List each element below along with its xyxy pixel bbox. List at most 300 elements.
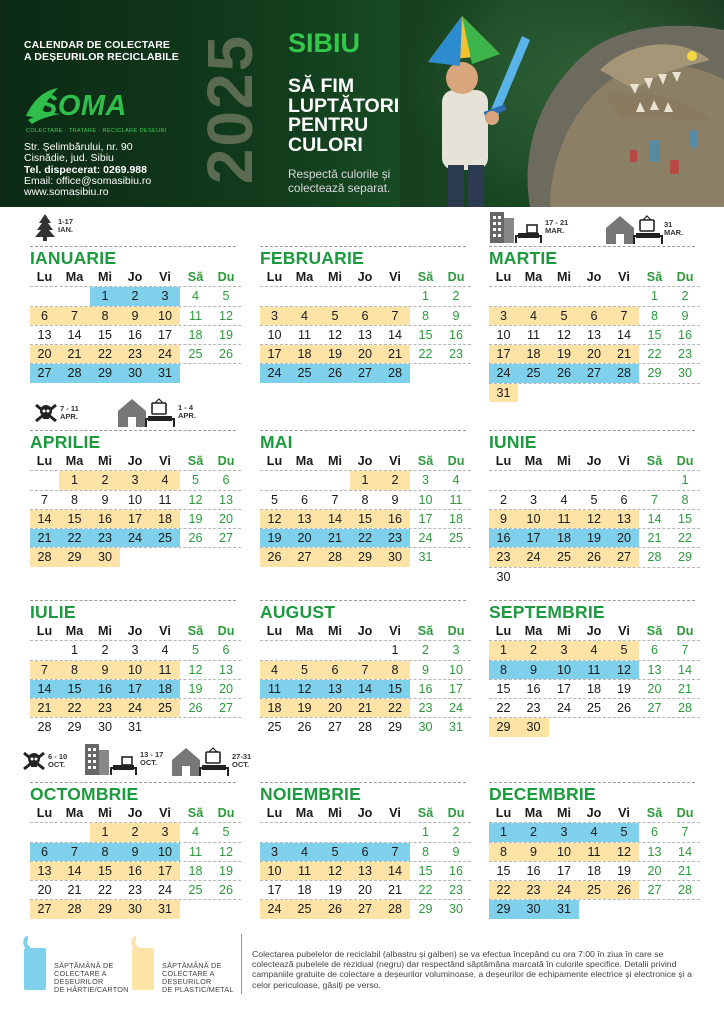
day-cell: 26 [260,548,289,566]
day-cell: 7 [59,843,90,861]
day-cell: 22 [90,345,120,363]
day-grid [30,452,236,567]
empty-cell [180,364,211,382]
empty-cell [609,287,639,305]
empty-cell [609,471,639,489]
weekday-header: Ma [65,624,84,638]
day-cell: 26 [218,883,233,898]
day-cell: 11 [188,308,203,323]
day-cell: 2 [518,823,549,841]
day-cell: 24 [549,881,579,899]
day-cell: 25 [289,900,320,918]
day-cell: 25 [586,701,601,716]
day-cell: 26 [188,701,203,716]
day-cell: 5 [270,492,278,507]
day-cell: 4 [560,492,568,507]
day-cell: 17 [120,680,150,698]
day-cell: 16 [448,863,463,878]
empty-cell [410,364,441,382]
empty-cell [320,287,350,305]
weekday-header: Mi [98,270,112,284]
day-cell: 7 [331,492,339,507]
weekday-header: Lu [495,806,512,820]
day-cell: 10 [150,307,180,325]
electronics-october-marker: 27-31 OCT. [170,746,251,776]
weekday-header: Lu [266,806,283,820]
day-cell: 9 [452,308,460,323]
weekday-header: Vi [159,624,171,638]
day-cell: 19 [260,529,289,547]
day-cell: 19 [616,863,631,878]
weekday-header: Vi [389,270,401,284]
day-cell: 16 [526,681,541,696]
weekday-header: Vi [389,624,401,638]
weekday-header: Jo [357,270,373,284]
day-cell: 4 [289,307,320,325]
month-august [260,602,466,737]
empty-cell [260,471,289,489]
empty-cell [609,718,639,736]
empty-cell [59,287,90,305]
apartment-bulky-waste-icon [489,210,543,244]
calendar-title: CALENDAR DE COLECTARE A DEȘEURILOR RECICLABILE [24,39,179,63]
day-cell: 16 [380,510,410,528]
day-cell: 17 [150,862,180,880]
day-cell: 19 [188,681,203,696]
empty-cell [211,548,241,566]
day-cell: 3 [421,473,429,488]
day-cell: 21 [59,345,90,363]
month-aprilie [30,432,236,567]
day-cell: 11 [579,843,609,861]
day-cell: 13 [218,662,233,677]
day-cell: 31 [448,720,463,735]
day-cell: 28 [30,548,59,566]
day-cell: 3 [131,643,139,658]
day-cell: 13 [609,510,639,528]
empty-cell [639,384,670,402]
day-cell: 2 [421,643,429,658]
weekday-header: Mi [328,270,342,284]
day-cell: 29 [59,548,90,566]
day-cell: 27 [350,900,380,918]
day-grid [30,622,236,737]
empty-cell [30,823,59,841]
weekday-header: Să [646,454,663,468]
weekday-header: Ma [65,806,84,820]
day-cell: 5 [549,307,579,325]
day-cell: 16 [120,862,150,880]
day-cell: 20 [609,529,639,547]
empty-cell [549,384,579,402]
day-cell: 24 [260,364,289,382]
day-cell: 22 [350,529,380,547]
day-cell: 27 [30,900,59,918]
day-cell: 28 [357,720,372,735]
empty-cell [670,718,700,736]
weekday-header: Să [646,806,663,820]
day-grid [30,804,236,919]
day-cell: 14 [350,680,380,698]
empty-cell [289,641,320,659]
day-cell: 15 [418,863,433,878]
day-cell: 13 [289,510,320,528]
day-cell: 14 [30,510,59,528]
weekday-header: Mi [557,270,571,284]
day-cell: 7 [650,492,658,507]
slogan-subtitle: Respectă culorile și colectează separat. [288,167,391,195]
day-cell: 16 [526,863,541,878]
day-cell: 28 [59,900,90,918]
day-cell: 9 [101,492,109,507]
day-cell: 16 [127,327,142,342]
header-banner [0,0,724,207]
website: www.somasibiu.ro [24,186,109,199]
day-cell: 21 [30,529,59,547]
day-cell: 11 [297,327,312,342]
empty-cell [639,900,670,918]
day-cell: 8 [90,843,120,861]
day-grid [489,622,695,737]
weekday-header: Du [447,454,465,468]
day-cell: 3 [150,823,180,841]
day-cell: 24 [556,701,571,716]
empty-cell [489,287,518,305]
house-electronics-icon [170,746,230,776]
weekday-header: Să [187,270,204,284]
day-cell: 2 [90,471,120,489]
legend-paper: SĂPTĂMÂNĂ DE COLECTARE A DEȘEURILOR DE HÂRTIE/CARTON [22,936,129,994]
day-cell: 24 [120,699,150,717]
day-cell: 19 [218,863,233,878]
empty-cell [289,287,320,305]
day-cell: 13 [350,862,380,880]
day-cell: 20 [579,345,609,363]
day-cell: 21 [320,529,350,547]
day-cell: 9 [489,510,518,528]
weekday-header: Jo [127,454,143,468]
day-cell: 9 [120,307,150,325]
day-cell: 31 [418,550,433,565]
day-cell: 17 [267,883,282,898]
month-iulie [30,602,236,737]
day-cell: 18 [150,680,180,698]
empty-cell [549,568,579,586]
day-cell: 20 [37,883,52,898]
day-cell: 1 [90,287,120,305]
christmas-tree-icon [34,213,56,241]
weekday-header: Ma [295,454,314,468]
day-cell: 11 [579,661,609,679]
email: Email: office@somasibiu.ro [24,174,152,187]
day-cell: 5 [289,661,320,679]
day-cell: 27 [218,701,233,716]
month-name: IUNIE [489,432,695,452]
day-cell: 10 [150,843,180,861]
day-cell: 5 [609,823,639,841]
weekday-header: Lu [495,454,512,468]
day-cell: 5 [222,825,230,840]
day-cell: 26 [297,720,312,735]
weekday-header: Du [447,270,465,284]
weekday-header: Du [447,624,465,638]
day-cell: 12 [556,327,571,342]
day-cell: 24 [260,900,289,918]
day-cell: 2 [380,471,410,489]
weekday-header: Vi [159,454,171,468]
day-cell: 4 [161,643,169,658]
day-cell: 5 [320,307,350,325]
day-cell: 27 [218,531,233,546]
empty-cell [579,900,609,918]
weekday-header: Vi [618,806,630,820]
day-cell: 14 [320,510,350,528]
weekday-header: Mi [98,454,112,468]
month-februarie [260,248,466,383]
day-cell: 30 [120,900,150,918]
day-cell: 31 [549,900,579,918]
day-cell: 28 [59,364,90,382]
day-cell: 3 [260,307,289,325]
day-cell: 8 [380,661,410,679]
day-cell: 20 [647,681,662,696]
day-cell: 25 [518,364,549,382]
day-cell: 7 [350,661,380,679]
day-cell: 30 [496,569,511,584]
day-grid [260,268,466,383]
day-cell: 30 [120,364,150,382]
recycling-monster-illustration [400,0,724,207]
day-cell: 22 [496,701,511,716]
weekday-header: Ma [524,624,543,638]
day-cell: 20 [30,345,59,363]
empty-cell [289,823,320,841]
day-cell: 15 [97,327,112,342]
empty-cell [579,718,609,736]
footer-divider [241,934,242,994]
month-name: FEBRUARIE [260,248,466,268]
day-grid [489,452,695,586]
day-cell: 6 [620,492,628,507]
day-cell: 10 [549,843,579,861]
day-cell: 3 [549,823,579,841]
day-cell: 30 [90,548,120,566]
weekday-header: Vi [389,454,401,468]
day-cell: 17 [556,681,571,696]
day-grid [260,804,466,919]
empty-cell [639,471,670,489]
weekday-header: Mi [328,454,342,468]
day-cell: 7 [681,643,689,658]
day-cell: 16 [489,529,518,547]
day-cell: 28 [677,883,692,898]
bulky-waste-march-marker: 17 - 21 MAR. [489,210,568,244]
city-line: Cisnădie, jud. Sibiu [24,152,114,165]
empty-cell [380,823,410,841]
day-cell: 18 [518,345,549,363]
weekday-header: Du [217,270,235,284]
weekday-header: Lu [266,454,283,468]
day-cell: 10 [418,492,433,507]
day-cell: 20 [289,529,320,547]
day-cell: 20 [647,863,662,878]
empty-cell [489,471,518,489]
day-cell: 23 [677,347,692,362]
day-cell: 22 [97,883,112,898]
day-cell: 29 [489,718,518,736]
weekday-header: Du [217,624,235,638]
day-cell: 17 [418,511,433,526]
day-cell: 2 [518,641,549,659]
day-cell: 15 [418,327,433,342]
day-cell: 14 [380,862,410,880]
weekday-header: Lu [36,454,53,468]
day-cell: 23 [448,883,463,898]
day-cell: 4 [579,823,609,841]
empty-cell [579,471,609,489]
day-cell: 7 [380,843,410,861]
weekday-header: Ma [295,806,314,820]
day-cell: 2 [120,287,150,305]
day-cell: 27 [609,548,639,566]
day-cell: 1 [681,473,689,488]
day-cell: 13 [586,327,601,342]
year-label: 2025 [194,33,266,185]
day-cell: 15 [496,863,511,878]
day-cell: 13 [320,680,350,698]
day-cell: 19 [188,511,203,526]
day-cell: 3 [452,643,460,658]
day-cell: 6 [30,843,59,861]
day-cell: 12 [320,862,350,880]
empty-cell [30,641,59,659]
day-cell: 30 [97,720,112,735]
empty-cell [211,364,241,382]
day-cell: 10 [267,327,282,342]
day-cell: 26 [579,548,609,566]
day-cell: 9 [120,843,150,861]
day-cell: 7 [40,492,48,507]
weekday-header: Du [676,624,694,638]
day-cell: 8 [59,661,90,679]
day-cell: 20 [357,883,372,898]
month-name: MARTIE [489,248,695,268]
day-cell: 30 [518,718,549,736]
day-cell: 26 [320,364,350,382]
day-cell: 28 [320,548,350,566]
day-cell: 13 [647,844,662,859]
day-cell: 19 [218,327,233,342]
day-cell: 8 [489,843,518,861]
weekday-header: Jo [586,624,602,638]
day-cell: 10 [518,510,549,528]
day-cell: 6 [222,643,230,658]
day-cell: 15 [59,680,90,698]
day-cell: 29 [350,548,380,566]
weekday-header: Ma [295,270,314,284]
weekday-header: Jo [357,624,373,638]
day-cell: 16 [90,510,120,528]
day-cell: 23 [380,529,410,547]
month-decembrie [489,784,695,919]
empty-cell [320,471,350,489]
day-cell: 22 [59,699,90,717]
day-cell: 5 [191,473,199,488]
day-cell: 21 [350,699,380,717]
day-cell: 9 [90,661,120,679]
day-cell: 28 [380,900,410,918]
weekday-header: Jo [586,270,602,284]
weekday-header: Vi [618,270,630,284]
day-cell: 26 [320,900,350,918]
day-cell: 13 [357,327,372,342]
day-cell: 27 [647,883,662,898]
weekday-header: Mi [557,806,571,820]
day-cell: 22 [59,529,90,547]
empty-cell [350,287,380,305]
day-cell: 20 [218,681,233,696]
day-grid [260,622,466,737]
day-cell: 23 [90,699,120,717]
month-septembrie [489,602,695,737]
day-cell: 25 [267,720,282,735]
day-cell: 18 [549,529,579,547]
weekday-header: Lu [36,624,53,638]
day-grid [489,268,695,402]
month-octombrie [30,784,236,919]
empty-cell [549,287,579,305]
day-cell: 23 [518,881,549,899]
empty-cell [59,823,90,841]
month-name: SEPTEMBRIE [489,602,695,622]
day-cell: 8 [361,492,369,507]
day-cell: 19 [289,699,320,717]
day-cell: 11 [158,492,172,507]
day-cell: 3 [260,843,289,861]
empty-cell [518,471,549,489]
address: Str. Șelimbărului, nr. 90 [24,141,133,153]
day-cell: 8 [70,492,78,507]
empty-cell [289,471,320,489]
day-cell: 4 [289,843,320,861]
day-cell: 28 [37,720,52,735]
month-name: IANUARIE [30,248,236,268]
day-cell: 8 [489,661,518,679]
month-iunie [489,432,695,586]
electronics-april-marker: 1 - 4 APR. [116,397,196,427]
day-cell: 3 [120,471,150,489]
day-cell: 19 [320,345,350,363]
day-cell: 31 [489,384,518,402]
day-cell: 28 [609,364,639,382]
day-cell: 19 [549,345,579,363]
electronics-march-marker: 31 MAR. [604,214,683,244]
day-cell: 18 [289,345,320,363]
day-cell: 21 [67,883,82,898]
day-cell: 14 [67,327,82,342]
day-cell: 7 [681,825,689,840]
day-cell: 3 [150,287,180,305]
weekday-header: Jo [586,806,602,820]
weekday-header: Să [187,454,204,468]
weekday-header: Du [676,806,694,820]
weekday-header: Jo [127,270,143,284]
day-cell: 21 [677,863,692,878]
day-cell: 9 [518,843,549,861]
hazardous-april-marker: 7 - 11 APR. [34,402,79,424]
empty-cell [579,287,609,305]
phone: Tel. dispecerat: 0269.988 [24,163,147,176]
